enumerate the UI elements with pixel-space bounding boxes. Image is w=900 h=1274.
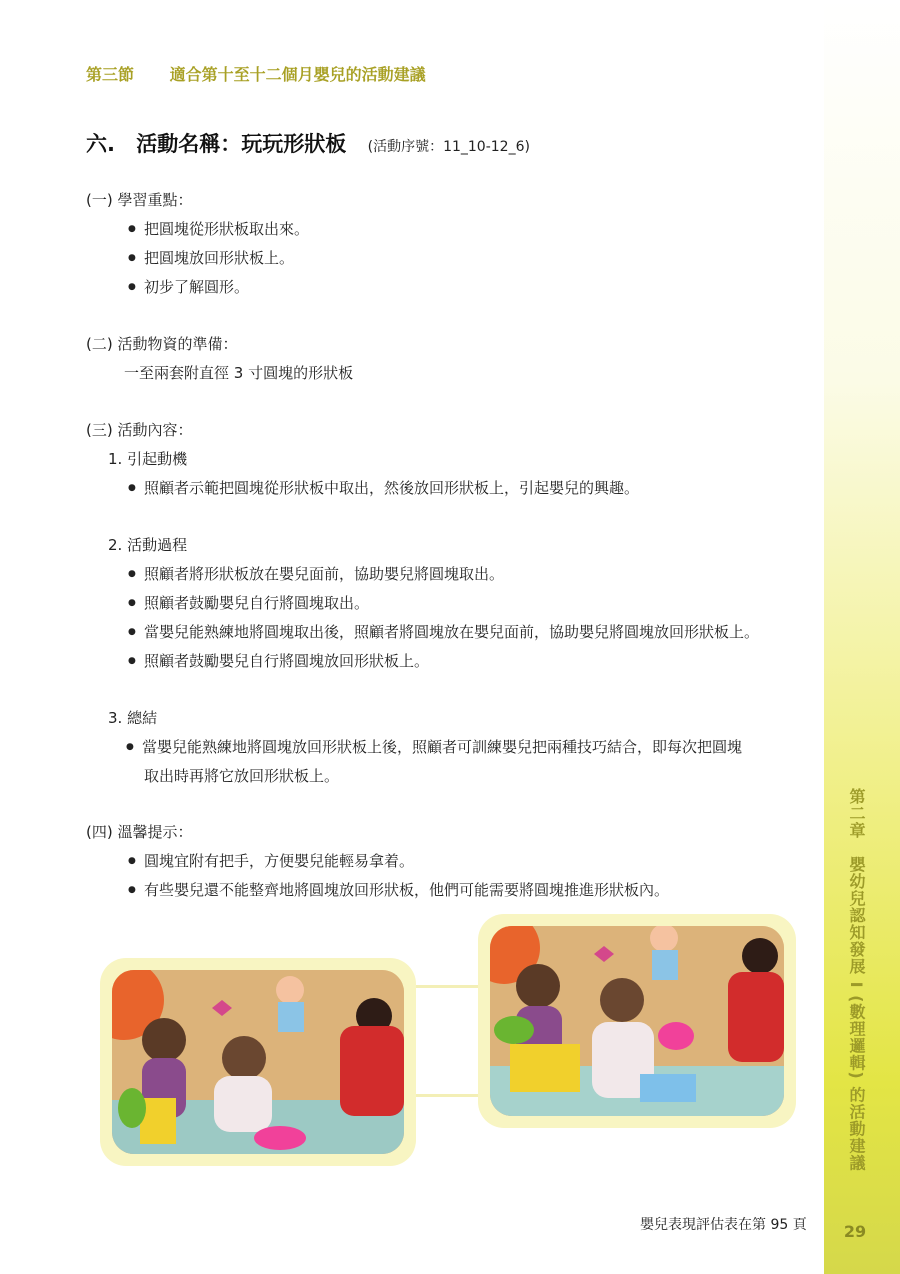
activity-photo-left: [112, 970, 404, 1154]
tips-heading: (四) 溫馨提示：: [86, 823, 193, 841]
step3-section: [86, 704, 826, 791]
learning-item: ● 把圓塊放回形狀板上。: [86, 244, 806, 273]
tips-item: ● 有些嬰兒還不能整齊地將圓塊放回形狀板，他們可能需要將圓塊推進形狀板內。: [86, 876, 826, 905]
chapter-title-vertical: 第二章 嬰幼兒認知發展 I (數理邏輯) 的活動建議: [847, 788, 866, 1172]
photo-illustration: [490, 926, 784, 1116]
learning-heading: (一) 學習重點：: [86, 191, 193, 209]
step2-item: ● 當嬰兒能熟練地將圓塊取出後，照顧者將圓塊放在嬰兒面前，協助嬰兒將圓塊放回形狀板上。: [86, 618, 826, 647]
section-title: 適合第十至十二個月嬰兒的活動建議: [169, 65, 426, 84]
step1-item: ● 照顧者示範把圓塊從形狀板中取出，然後放回形狀板上，引起嬰兒的興趣。: [86, 474, 826, 503]
step2-item: ● 照顧者鼓勵嬰兒自行將圓塊取出。: [86, 589, 826, 618]
step2-section: [86, 531, 826, 676]
step3-item-continuation: 取出時再將它放回形狀板上。: [144, 767, 340, 785]
step3-item: ● 當嬰兒能熟練地將圓塊放回形狀板上後，照顧者可訓練嬰兒把兩種技巧結合，即每次把圓塊: [86, 733, 826, 762]
materials-heading: (二) 活動物資的準備：: [86, 335, 238, 353]
activity-photo-right: [490, 926, 784, 1116]
activity-photo-right-frame: [478, 914, 796, 1128]
step2-label: 2. 活動過程: [108, 536, 188, 554]
photo-illustration: [112, 970, 404, 1154]
step2-item: ● 照顧者鼓勵嬰兒自行將圓塊放回形狀板上。: [86, 647, 826, 676]
content-heading: (三) 活動內容：: [86, 421, 193, 439]
activity-number: 六.: [86, 132, 115, 156]
step2-item: ● 照顧者將形狀板放在嬰兒面前，協助嬰兒將圓塊取出。: [86, 560, 826, 589]
learning-section: [86, 186, 806, 302]
activity-photo-left-frame: [100, 958, 416, 1166]
tips-item: ● 圓塊宜附有把手，方便嬰兒能輕易拿着。: [86, 847, 826, 876]
footer-note: 嬰兒表現評估表在第 95 頁: [640, 1217, 807, 1233]
section-header: [86, 62, 426, 85]
materials-text: 一至兩套附直徑 3 寸圓塊的形狀板: [124, 364, 354, 382]
section-number: 第三節: [86, 65, 135, 84]
step1-label: 1. 引起動機: [108, 450, 188, 468]
activity-title: [86, 128, 530, 158]
learning-item: ● 把圓塊從形狀板取出來。: [86, 215, 806, 244]
materials-section: [86, 330, 806, 388]
learning-item: ● 初步了解圓形。: [86, 273, 806, 302]
activity-name: 活動名稱：玩玩形狀板: [136, 132, 347, 156]
content-section: [86, 416, 826, 503]
tips-section: [86, 818, 826, 905]
photo-connector: [414, 985, 484, 988]
activity-code: (活動序號：11_10-12_6): [367, 139, 530, 155]
page-number: 29: [843, 1222, 867, 1241]
step3-label: 3. 總結: [108, 709, 158, 727]
photo-connector: [414, 1094, 484, 1097]
